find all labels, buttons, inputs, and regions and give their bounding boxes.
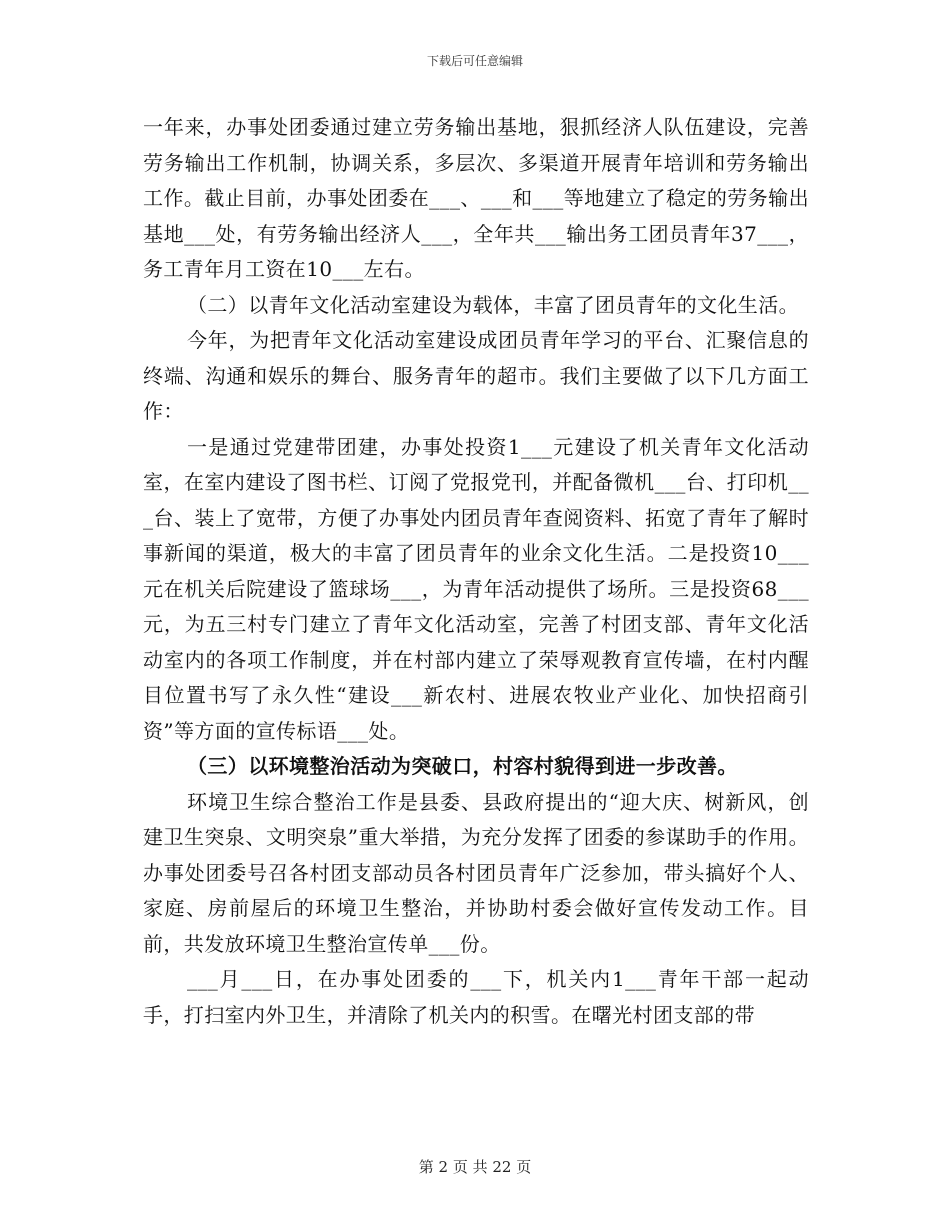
page-number: 第 2 页 共 22 页 <box>418 1158 532 1176</box>
paragraph-environment-cleanup: ___月___日，在办事处团委的___下，机关内1___青年干部一起动手，打扫室内外卫生，并清除了机关内的积雪。在曙光村团支部的带 <box>143 967 809 1027</box>
paragraph-activity-room-intro: 今年，为把青年文化活动室建设成团员青年学习的平台、汇聚信息的终端、沟通和娱乐的舞台、服务青年的超市。我们主要做了以下几方面工作： <box>143 328 809 423</box>
paragraph-labor-export: 一年来，办事处团委通过建立劳务输出基地，狠抓经济人队伍建设，完善劳务输出工作机制，协调关系，多层次、多渠道开展青年培训和劳务输出工作。截止目前，办事处团委在___、___和___等地建立了稳定的劳务输出基地___处，有劳务输出经济人___，全年共___输出务工团员青年37___，务工青年月工资在10___左右。 <box>143 115 809 281</box>
document-body <box>143 110 809 1033</box>
paragraph-activity-room-details: 一是通过党建带团建，办事处投资1___元建设了机关青年文化活动室，在室内建设了图书栏、订阅了党报党刊，并配备微机___台、打印机___台、装上了宽带，方便了办事处内团员青年查阅资料、拓宽了青年了解时事新闻的渠道，极大的丰富了团员青年的业余文化生活。二是投资10___元在机关后院建设了篮球场___，为青年活动提供了场所。三是投资68___元，为五三村专门建立了青年文化活动室，完善了村团支部、青年文化活动室内的各项工作制度，并在村部内建立了荣辱观教育宣传墙，在村内醒目位置书写了永久性“建设___新农村、进展农牧业产业化、加快招商引资”等方面的宣传标语___处。 <box>143 434 809 743</box>
heading-section-three: （三）以环境整治活动为突破口，村容村貌得到进一步改善。 <box>187 754 738 778</box>
paragraph-environment-intro: 环境卫生综合整治工作是县委、县政府提出的“迎大庆、树新风，创建卫生突泉、文明突泉”重大举措，为充分发挥了团委的参谋助手的作用。办事处团委号召各村团支部动员各村团员青年广泛参加，带头搞好个人、家庭、房前屋后的环境卫生整治，并协助村委会做好宣传发动工作。目前，共发放环境卫生整治宣传单___份。 <box>143 789 809 956</box>
heading-section-two: （二）以青年文化活动室建设为载体，丰富了团员青年的文化生活。 <box>187 292 799 317</box>
page-header: 下载后可任意编辑 <box>426 54 523 68</box>
